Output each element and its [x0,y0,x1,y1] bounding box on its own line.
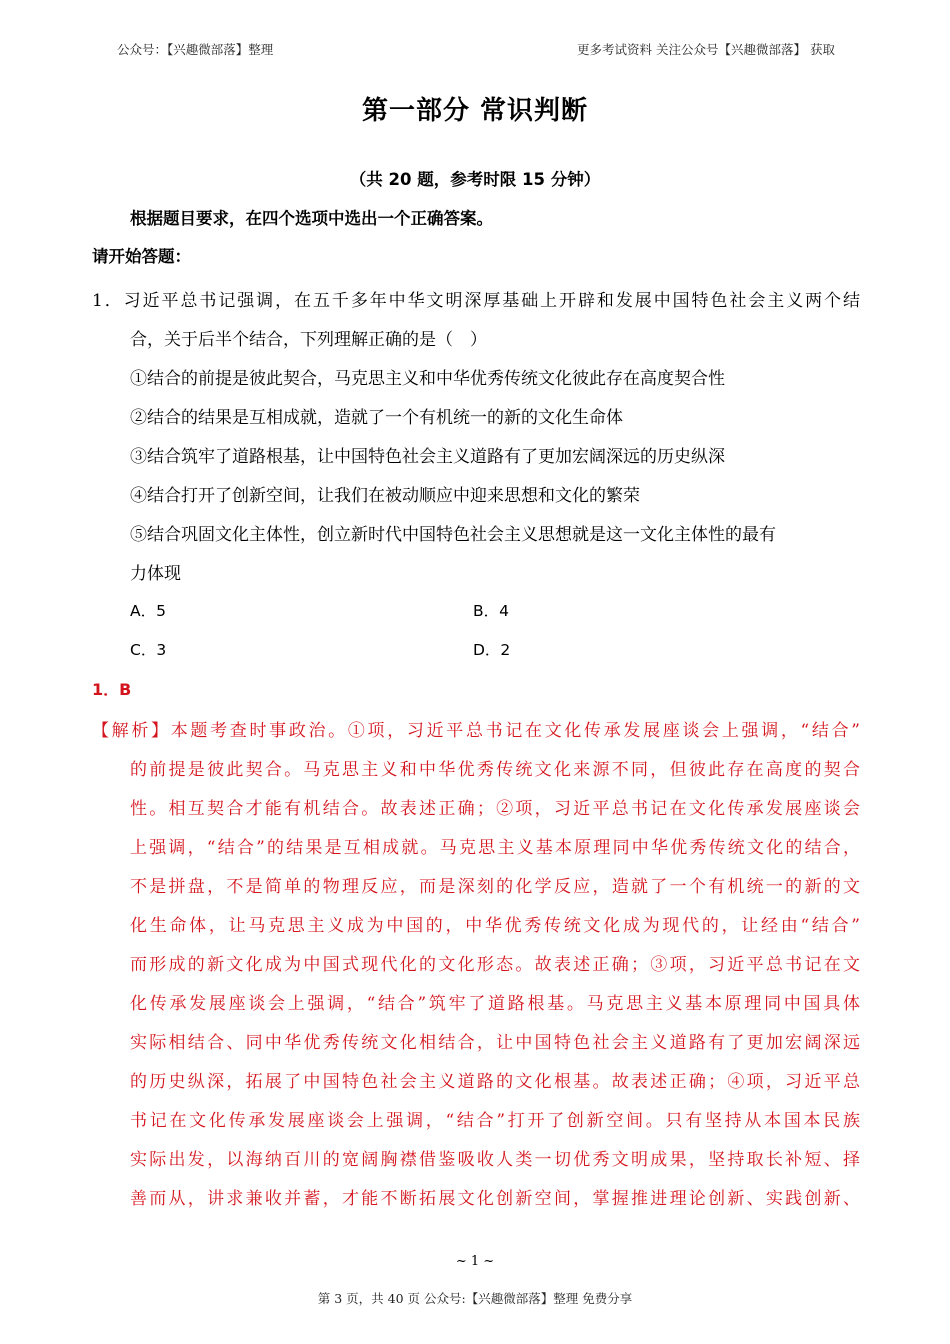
analysis-line: 实际出发，以海纳百川的宽阔胸襟借鉴吸收人类一切优秀文明成果，坚持取长补短、择 [130,1150,860,1170]
question-stem-line-1: 1．习近平总书记强调，在五千多年中华文明深厚基础上开辟和发展中国特色社会主义两个结 [92,291,860,311]
footer-text: 第 3 页，共 40 页 公众号:【兴趣微部落】整理 免费分享 [317,1291,633,1306]
option-b: B．4 [473,602,509,620]
statement-item: ④结合打开了创新空间，让我们在被动顺应中迎来思想和文化的繁荣 [130,486,640,506]
analysis-line: 的前提是彼此契合。马克思主义和中华优秀传统文化来源不同，但彼此存在高度的契合 [130,760,860,780]
analysis-line: 而形成的新文化成为中国式现代化的文化形态。故表述正确；③项，习近平总书记在文 [130,955,860,975]
option-d: D．2 [473,641,511,659]
statement-item: ③结合筑牢了道路根基，让中国特色社会主义道路有了更加宏阔深远的历史纵深 [130,447,725,467]
analysis-line: 的历史纵深，拓展了中国特色社会主义道路的文化根基。故表述正确；④项，习近平总 [130,1072,860,1092]
subtitle: （共 20 题，参考时限 15 分钟） [349,170,601,189]
analysis-line: 化生命体，让马克思主义成为中国的，中华优秀传统文化成为现代的，让经由“结合” [130,916,860,936]
page-title: 第一部分 常识判断 [361,96,589,126]
analysis-line: 化传承发展座谈会上强调，“结合”筑牢了道路根基。马克思主义基本原理同中国具体 [130,994,860,1014]
header-right: 更多考试资料 关注公众号【兴趣微部落】 获取 [577,42,835,57]
analysis-line: 书记在文化传承发展座谈会上强调，“结合”打开了创新空间。只有坚持从本国本民族 [130,1111,860,1131]
statement-item: ①结合的前提是彼此契合，马克思主义和中华优秀传统文化彼此存在高度契合性 [130,369,725,389]
analysis-line: 实际相结合、同中华优秀传统文化相结合，让中国特色社会主义道路有了更加宏阔深远 [130,1033,860,1053]
analysis-line: 性。相互契合才能有机结合。故表述正确；②项，习近平总书记在文化传承发展座谈会 [130,799,860,819]
statement-item: ⑤结合巩固文化主体性，创立新时代中国特色社会主义思想就是这一文化主体性的最有 [130,525,776,545]
option-a: A．5 [130,602,166,620]
page-number: ~ 1 ~ [455,1254,495,1269]
analysis-line: 上强调，“结合”的结果是互相成就。马克思主义基本原理同中华优秀传统文化的结合， [130,838,860,858]
instruction: 根据题目要求，在四个选项中选出一个正确答案。 [130,209,493,228]
statement-item: ②结合的结果是互相成就，造就了一个有机统一的新的文化生命体 [130,408,623,428]
analysis-line: 不是拼盘，不是简单的物理反应，而是深刻的化学反应，造就了一个有机统一的新的文 [130,877,860,897]
question-stem-line-2: 合，关于后半个结合，下列理解正确的是（ ） [130,330,487,350]
statement-item: 力体现 [130,564,181,584]
header-left: 公众号：【兴趣微部落】整理 [117,42,274,57]
answer-label: 1．B [92,680,132,699]
analysis-line: 【解析】本题考查时事政治。①项，习近平总书记在文化传承发展座谈会上强调，“结合” [92,721,860,741]
start-prompt: 请开始答题： [92,247,191,266]
option-c: C．3 [130,641,167,659]
analysis-line: 善而从，讲求兼收并蓄，才能不断拓展文化创新空间，掌握推进理论创新、实践创新、 [130,1189,860,1209]
